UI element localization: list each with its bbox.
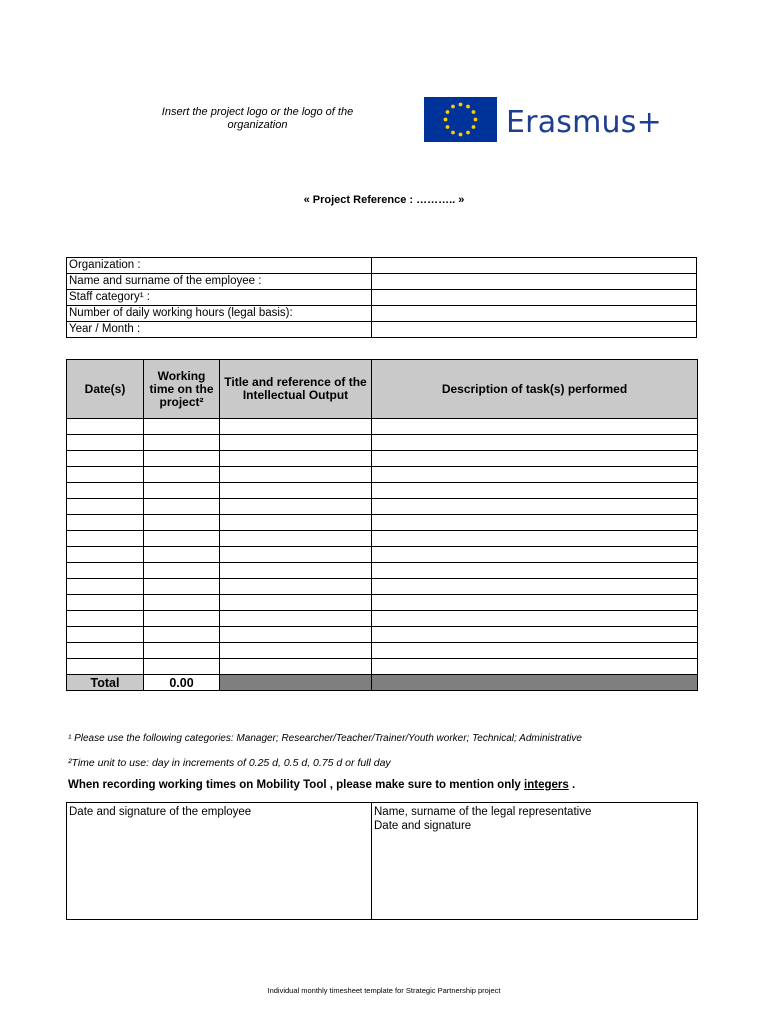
eu-star-icon [451, 105, 455, 109]
timesheet-cell[interactable] [372, 643, 698, 659]
timesheet-cell[interactable] [220, 531, 372, 547]
eu-star-icon [466, 105, 470, 109]
timesheet-cell[interactable] [220, 483, 372, 499]
total-shaded-cell [220, 675, 372, 691]
erasmus-logo [420, 92, 678, 152]
eu-star-icon [472, 110, 476, 114]
timesheet-row [67, 467, 698, 483]
header-task-description: Description of task(s) performed [372, 360, 698, 419]
eu-star-icon [474, 118, 478, 122]
timesheet-row [67, 515, 698, 531]
header-intellectual-output: Title and reference of the Intellectual Output [220, 360, 372, 419]
timesheet-cell[interactable] [67, 547, 144, 563]
timesheet-cell[interactable] [372, 627, 698, 643]
timesheet-cell[interactable] [144, 451, 220, 467]
timesheet-cell[interactable] [67, 643, 144, 659]
timesheet-cell[interactable] [220, 435, 372, 451]
timesheet-row [67, 659, 698, 675]
timesheet-cell[interactable] [67, 499, 144, 515]
timesheet-cell[interactable] [144, 595, 220, 611]
employee-info-table [66, 257, 697, 338]
timesheet-row [67, 611, 698, 627]
timesheet-cell[interactable] [372, 499, 698, 515]
timesheet-row [67, 563, 698, 579]
total-label: Total [67, 675, 144, 691]
timesheet-cell[interactable] [220, 419, 372, 435]
signature-table [66, 802, 698, 920]
info-row [67, 290, 697, 306]
total-row [67, 675, 698, 691]
page-footer: Individual monthly timesheet template for Strategic Partnership project [267, 986, 501, 995]
timesheet-cell[interactable] [144, 483, 220, 499]
timesheet-cell[interactable] [67, 419, 144, 435]
timesheet-cell[interactable] [67, 579, 144, 595]
info-value-field[interactable] [371, 274, 696, 290]
timesheet-cell[interactable] [67, 515, 144, 531]
timesheet-cell[interactable] [372, 531, 698, 547]
employee-signature-label: Date and signature of the employee [69, 806, 252, 818]
info-value-field[interactable] [371, 322, 696, 338]
timesheet-table [66, 359, 698, 691]
timesheet-cell[interactable] [144, 499, 220, 515]
timesheet-cell[interactable] [144, 419, 220, 435]
timesheet-cell[interactable] [372, 515, 698, 531]
info-value-field[interactable] [371, 306, 696, 322]
info-row [67, 274, 697, 290]
erasmus-wordmark: Erasmus+ [506, 105, 662, 140]
eu-star-icon [446, 125, 450, 129]
timesheet-cell[interactable] [220, 515, 372, 531]
eu-star-icon [444, 118, 448, 122]
eu-star-icon [466, 131, 470, 135]
legal-representative-box[interactable] [372, 803, 698, 920]
timesheet-row [67, 595, 698, 611]
timesheet-row [67, 451, 698, 467]
timesheet-cell[interactable] [220, 547, 372, 563]
timesheet-cell[interactable] [67, 611, 144, 627]
project-reference: « Project Reference : ……….. » [303, 194, 465, 206]
info-value-field[interactable] [371, 290, 696, 306]
footnote-staff-category: ¹ Please use the following categories: Manager; Researcher/Teacher/Trainer/Youth worker; Technical; Administrative [68, 733, 582, 744]
legal-representative-label: Name, surname of the legal representative [374, 806, 592, 818]
timesheet-cell[interactable] [144, 659, 220, 675]
timesheet-cell[interactable] [372, 547, 698, 563]
info-label: Organization : [67, 258, 372, 274]
info-row [67, 306, 697, 322]
timesheet-cell[interactable] [144, 627, 220, 643]
timesheet-row [67, 547, 698, 563]
timesheet-cell[interactable] [144, 563, 220, 579]
timesheet-cell[interactable] [372, 579, 698, 595]
timesheet-cell[interactable] [220, 611, 372, 627]
timesheet-row [67, 643, 698, 659]
mobility-instruction-suffix: . [568, 779, 576, 791]
total-value: 0.00 [144, 675, 220, 691]
timesheet-cell[interactable] [220, 499, 372, 515]
timesheet-cell[interactable] [372, 595, 698, 611]
timesheet-cell[interactable] [67, 595, 144, 611]
timesheet-row [67, 435, 698, 451]
timesheet-cell[interactable] [372, 659, 698, 675]
info-label: Staff category¹ : [67, 290, 372, 306]
eu-star-icon [472, 125, 476, 129]
timesheet-cell[interactable] [220, 467, 372, 483]
timesheet-cell[interactable] [220, 563, 372, 579]
timesheet-cell[interactable] [67, 467, 144, 483]
timesheet-cell[interactable] [67, 659, 144, 675]
timesheet-cell[interactable] [372, 483, 698, 499]
legal-date-signature-label: Date and signature [374, 820, 472, 832]
eu-star-icon [459, 133, 463, 137]
timesheet-cell[interactable] [144, 643, 220, 659]
timesheet-row [67, 579, 698, 595]
total-shaded-cell [372, 675, 698, 691]
eu-flag-icon [424, 97, 497, 142]
info-label: Year / Month : [67, 322, 372, 338]
timesheet-cell[interactable] [144, 435, 220, 451]
timesheet-cell[interactable] [67, 451, 144, 467]
timesheet-cell[interactable] [220, 659, 372, 675]
header-dates: Date(s) [67, 360, 144, 419]
info-row [67, 322, 697, 338]
timesheet-cell[interactable] [67, 435, 144, 451]
footnote-time-unit: ²Time unit to use: day in increments of 0.25 d, 0.5 d, 0.75 d or full day [68, 757, 391, 769]
timesheet-cell[interactable] [144, 467, 220, 483]
mobility-instruction-emphasis: integers [524, 779, 569, 791]
mobility-instruction-text: When recording working times on Mobility Tool , please make sure to mention only [68, 779, 525, 791]
eu-star-icon [446, 110, 450, 114]
timesheet-cell[interactable] [67, 483, 144, 499]
timesheet-cell[interactable] [372, 451, 698, 467]
timesheet-cell[interactable] [372, 419, 698, 435]
timesheet-cell[interactable] [144, 579, 220, 595]
timesheet-cell[interactable] [144, 547, 220, 563]
timesheet-cell[interactable] [67, 627, 144, 643]
timesheet-row [67, 499, 698, 515]
mobility-tool-instruction [68, 779, 575, 791]
info-label: Number of daily working hours (legal basis): [67, 306, 372, 322]
eu-star-icon [459, 103, 463, 107]
timesheet-cell[interactable] [372, 435, 698, 451]
info-label: Name and surname of the employee : [67, 274, 372, 290]
timesheet-cell[interactable] [372, 467, 698, 483]
timesheet-cell[interactable] [67, 563, 144, 579]
timesheet-cell[interactable] [220, 627, 372, 643]
timesheet-cell[interactable] [220, 595, 372, 611]
timesheet-cell[interactable] [144, 515, 220, 531]
timesheet-cell[interactable] [372, 611, 698, 627]
timesheet-row [67, 483, 698, 499]
timesheet-cell[interactable] [144, 531, 220, 547]
timesheet-cell[interactable] [144, 611, 220, 627]
header-working-time: Working time on the project² [144, 360, 220, 419]
timesheet-cell[interactable] [220, 451, 372, 467]
timesheet-row [67, 627, 698, 643]
logo-placeholder-note: Insert the project logo or the logo of the organization [161, 106, 354, 131]
timesheet-cell[interactable] [372, 563, 698, 579]
employee-signature-box[interactable] [67, 803, 372, 920]
timesheet-row [67, 531, 698, 547]
timesheet-cell[interactable] [220, 579, 372, 595]
timesheet-cell[interactable] [220, 643, 372, 659]
info-row [67, 258, 697, 274]
eu-star-icon [451, 131, 455, 135]
info-value-field[interactable] [371, 258, 696, 274]
timesheet-row [67, 419, 698, 435]
timesheet-cell[interactable] [67, 531, 144, 547]
